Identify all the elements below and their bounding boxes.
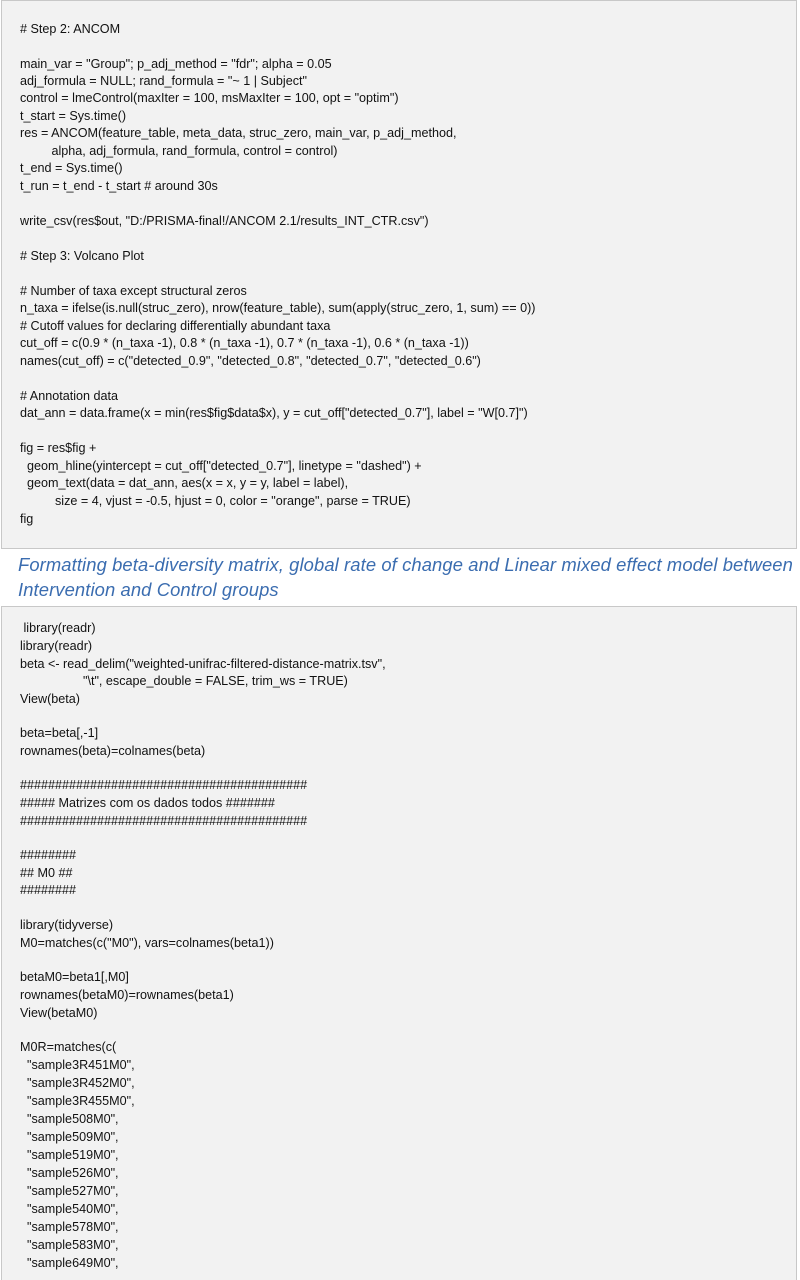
code-block-1-line: # Step 3: Volcano Plot bbox=[20, 249, 144, 263]
code-block-2-line: "sample3R452M0", bbox=[20, 1076, 135, 1090]
code-block-1-line: t_end = Sys.time() bbox=[20, 161, 123, 175]
section-heading bbox=[18, 552, 798, 602]
code-block-2-line: betaM0=beta1[,M0] bbox=[20, 970, 129, 984]
code-block-beta-diversity bbox=[1, 606, 797, 1280]
code-block-2-line: "sample583M0", bbox=[20, 1238, 119, 1252]
code-block-2-line: beta <- read_delim("weighted-unifrac-filtered-distance-matrix.tsv", bbox=[20, 657, 386, 671]
code-block-1-line: fig bbox=[20, 512, 34, 526]
code-block-2-line: ######################################### bbox=[20, 778, 308, 792]
code-block-1-line: # Cutoff values for declaring differentially abundant taxa bbox=[20, 319, 331, 333]
section-heading-line-1: Formatting beta-diversity matrix, global rate of change and Linear mixed effect model between bbox=[18, 554, 793, 575]
code-block-1-line: # Number of taxa except structural zeros bbox=[20, 284, 247, 298]
code-block-2-line: "sample519M0", bbox=[20, 1148, 119, 1162]
code-block-2-line: beta=beta[,-1] bbox=[20, 726, 99, 740]
code-block-1-line: t_start = Sys.time() bbox=[20, 109, 127, 123]
code-block-2-line: "sample3R451M0", bbox=[20, 1058, 135, 1072]
code-block-1-line: dat_ann = data.frame(x = min(res$fig$data$x), y = cut_off["detected_0.7"], label = "W[0.7]") bbox=[20, 406, 528, 420]
code-block-2-line: "sample649M0", bbox=[20, 1256, 119, 1270]
code-block-1-line: adj_formula = NULL; rand_formula = "~ 1 | Subject" bbox=[20, 74, 307, 88]
code-block-1-line: write_csv(res$out, "D:/PRISMA-final!/ANCOM 2.1/results_INT_CTR.csv") bbox=[20, 214, 429, 228]
code-block-2-line: ## M0 ## bbox=[20, 866, 73, 880]
code-block-2-line: ######################################### bbox=[20, 814, 308, 828]
code-block-2-line: ##### Matrizes com os dados todos ####### bbox=[20, 796, 275, 810]
code-block-2-line: View(beta) bbox=[20, 692, 80, 706]
code-block-2-line: "sample527M0", bbox=[20, 1184, 119, 1198]
code-block-1-line: geom_hline(yintercept = cut_off["detected_0.7"], linetype = "dashed") + bbox=[20, 459, 422, 473]
code-block-1-line: res = ANCOM(feature_table, meta_data, struc_zero, main_var, p_adj_method, bbox=[20, 126, 457, 140]
code-block-2-line: library(readr) bbox=[20, 639, 93, 653]
code-block-2-line: M0R=matches(c( bbox=[20, 1040, 117, 1054]
code-block-2-line: View(betaM0) bbox=[20, 1006, 98, 1020]
code-block-2-line: "sample526M0", bbox=[20, 1166, 119, 1180]
section-heading-line-2: Intervention and Control groups bbox=[18, 579, 279, 600]
code-block-2-line: "sample3R455M0", bbox=[20, 1094, 135, 1108]
code-block-1-line: n_taxa = ifelse(is.null(struc_zero), nrow(feature_table), sum(apply(struc_zero, 1, sum) == 0)) bbox=[20, 301, 536, 315]
code-block-1-line: alpha, adj_formula, rand_formula, control = control) bbox=[20, 144, 338, 158]
code-block-1-line: # Step 2: ANCOM bbox=[20, 22, 121, 36]
code-block-1-line: main_var = "Group"; p_adj_method = "fdr"; alpha = 0.05 bbox=[20, 57, 332, 71]
code-block-2-line: "sample578M0", bbox=[20, 1220, 119, 1234]
code-block-2-line: rownames(betaM0)=rownames(beta1) bbox=[20, 988, 234, 1002]
code-block-2-line: "sample540M0", bbox=[20, 1202, 119, 1216]
code-block-1-line: fig = res$fig + bbox=[20, 441, 97, 455]
code-block-2-line: "\t", escape_double = FALSE, trim_ws = TRUE) bbox=[20, 674, 348, 688]
code-block-2-line: library(readr) bbox=[20, 621, 96, 635]
code-block-1-line: geom_text(data = dat_ann, aes(x = x, y = y, label = label), bbox=[20, 476, 349, 490]
code-block-1-line: control = lmeControl(maxIter = 100, msMaxIter = 100, opt = "optim") bbox=[20, 91, 399, 105]
code-block-2-line: "sample508M0", bbox=[20, 1112, 119, 1126]
code-block-1-line: # Annotation data bbox=[20, 389, 119, 403]
code-block-2-line: ######## bbox=[20, 883, 77, 897]
code-block-1-line: size = 4, vjust = -0.5, hjust = 0, color = "orange", parse = TRUE) bbox=[20, 494, 411, 508]
code-block-2-line: ######## bbox=[20, 848, 77, 862]
code-block-2-line: rownames(beta)=colnames(beta) bbox=[20, 744, 206, 758]
code-block-2-line: library(tidyverse) bbox=[20, 918, 114, 932]
code-block-1-line: t_run = t_end - t_start # around 30s bbox=[20, 179, 218, 193]
code-block-2-line: "sample509M0", bbox=[20, 1130, 119, 1144]
code-block-ancom bbox=[1, 0, 797, 549]
code-block-1-line: cut_off = c(0.9 * (n_taxa -1), 0.8 * (n_taxa -1), 0.7 * (n_taxa -1), 0.6 * (n_taxa -1)) bbox=[20, 336, 469, 350]
code-block-1-line: names(cut_off) = c("detected_0.9", "detected_0.8", "detected_0.7", "detected_0.6") bbox=[20, 354, 481, 368]
code-block-2-line: M0=matches(c("M0"), vars=colnames(beta1)) bbox=[20, 936, 274, 950]
